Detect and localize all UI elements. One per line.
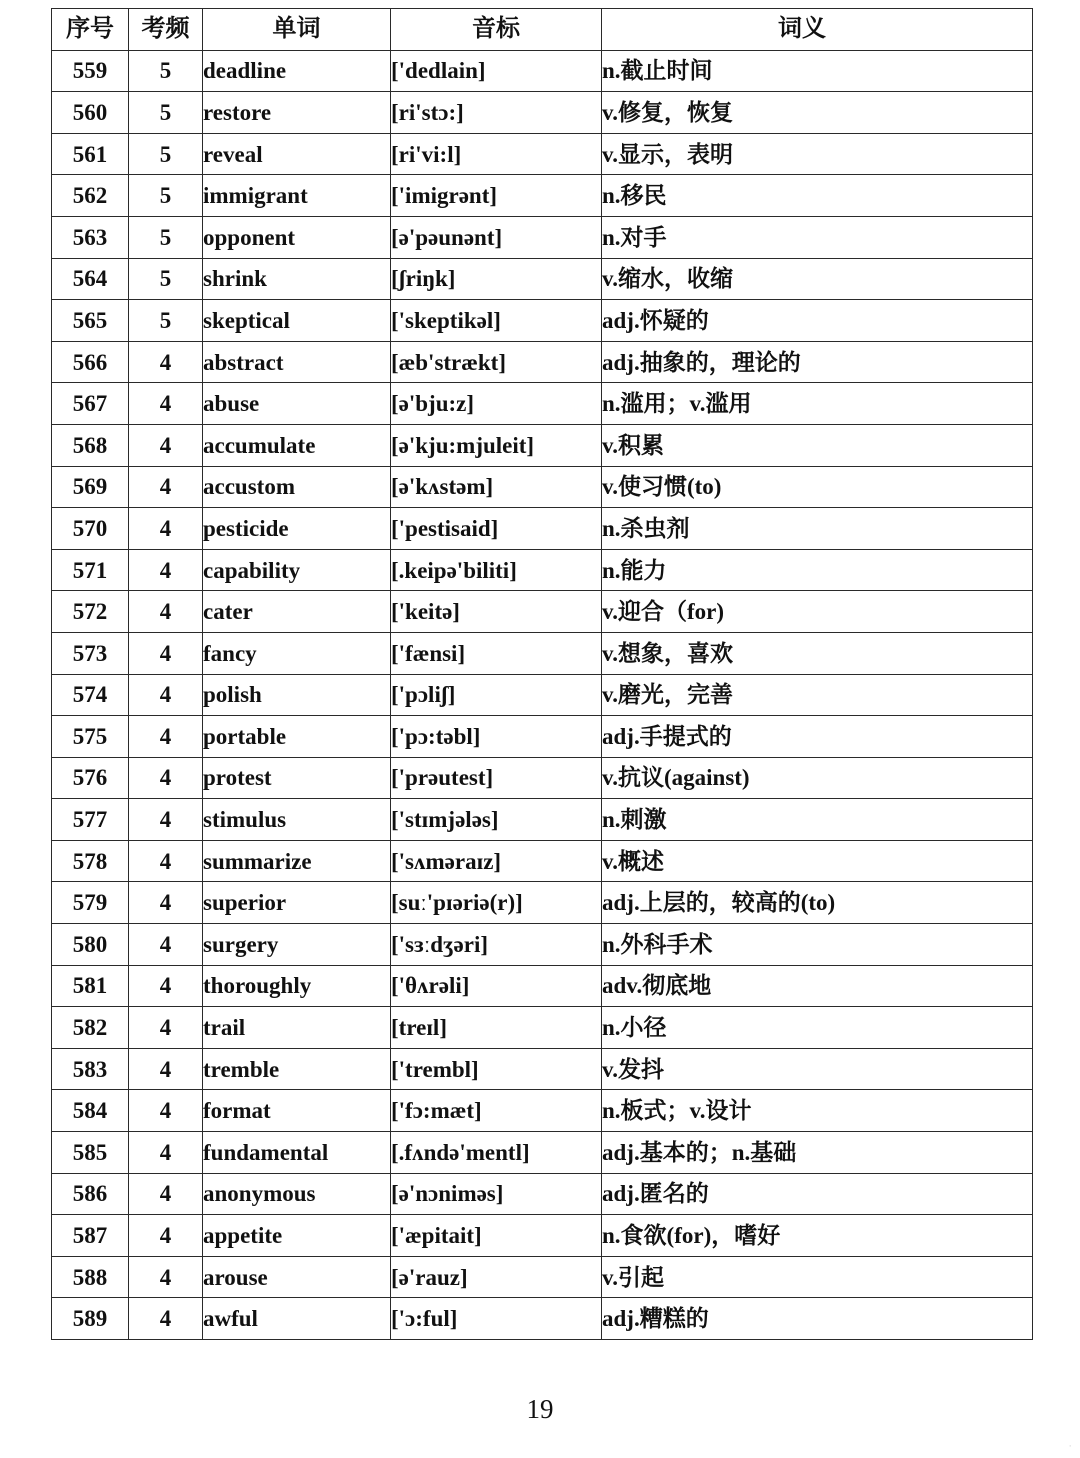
table-row <box>52 466 1033 508</box>
cell-definition: v.显示，表明 <box>602 133 1033 175</box>
cell-definition: adj.手提式的 <box>602 716 1033 758</box>
cell-frequency: 4 <box>129 508 203 550</box>
table-row <box>52 1090 1033 1132</box>
cell-word: trail <box>203 1007 391 1049</box>
cell-index: 583 <box>52 1048 129 1090</box>
cell-index: 581 <box>52 965 129 1007</box>
cell-index: 576 <box>52 757 129 799</box>
cell-frequency: 5 <box>129 258 203 300</box>
cell-frequency: 4 <box>129 716 203 758</box>
cell-index: 573 <box>52 632 129 674</box>
table-row <box>52 674 1033 716</box>
table-body <box>52 50 1033 1339</box>
cell-word: restore <box>203 92 391 134</box>
cell-definition: adj.抽象的，理论的 <box>602 341 1033 383</box>
table-row <box>52 92 1033 134</box>
cell-word: polish <box>203 674 391 716</box>
cell-frequency: 4 <box>129 1007 203 1049</box>
cell-index: 567 <box>52 383 129 425</box>
cell-index: 559 <box>52 50 129 92</box>
cell-definition: v.想象，喜欢 <box>602 632 1033 674</box>
cell-index: 569 <box>52 466 129 508</box>
cell-definition: v.概述 <box>602 840 1033 882</box>
cell-index: 566 <box>52 341 129 383</box>
cell-definition: v.发抖 <box>602 1048 1033 1090</box>
cell-word: portable <box>203 716 391 758</box>
cell-word: shrink <box>203 258 391 300</box>
cell-frequency: 5 <box>129 50 203 92</box>
cell-word: accumulate <box>203 424 391 466</box>
cell-word: abuse <box>203 383 391 425</box>
cell-word: appetite <box>203 1215 391 1257</box>
cell-word: fundamental <box>203 1132 391 1174</box>
cell-frequency: 5 <box>129 216 203 258</box>
cell-phonetic: [suː'pɪəriə(r)] <box>391 882 602 924</box>
cell-definition: n.刺激 <box>602 799 1033 841</box>
cell-index: 585 <box>52 1132 129 1174</box>
cell-definition: v.修复，恢复 <box>602 92 1033 134</box>
table-row <box>52 1007 1033 1049</box>
cell-index: 562 <box>52 175 129 217</box>
cell-word: anonymous <box>203 1173 391 1215</box>
table-row <box>52 300 1033 342</box>
table-row <box>52 50 1033 92</box>
cell-index: 563 <box>52 216 129 258</box>
vocabulary-table <box>51 8 1033 1340</box>
cell-index: 565 <box>52 300 129 342</box>
cell-phonetic: ['prəutest] <box>391 757 602 799</box>
table-row <box>52 757 1033 799</box>
cell-index: 568 <box>52 424 129 466</box>
cell-word: awful <box>203 1298 391 1340</box>
cell-word: summarize <box>203 840 391 882</box>
cell-phonetic: [treɪl] <box>391 1007 602 1049</box>
cell-phonetic: ['θʌrəli] <box>391 965 602 1007</box>
cell-phonetic: ['trembl] <box>391 1048 602 1090</box>
cell-frequency: 4 <box>129 549 203 591</box>
cell-definition: n.杀虫剂 <box>602 508 1033 550</box>
cell-word: reveal <box>203 133 391 175</box>
cell-phonetic: [ə'rauz] <box>391 1256 602 1298</box>
cell-frequency: 5 <box>129 133 203 175</box>
cell-phonetic: [ə'pəunənt] <box>391 216 602 258</box>
cell-index: 587 <box>52 1215 129 1257</box>
table-row <box>52 882 1033 924</box>
cell-definition: n.小径 <box>602 1007 1033 1049</box>
table-row <box>52 1298 1033 1340</box>
cell-definition: v.磨光，完善 <box>602 674 1033 716</box>
cell-word: capability <box>203 549 391 591</box>
watermark-mark: · <box>1068 1440 1072 1452</box>
cell-frequency: 4 <box>129 591 203 633</box>
cell-phonetic: ['fɔ:mæt] <box>391 1090 602 1132</box>
cell-definition: v.缩水，收缩 <box>602 258 1033 300</box>
table-row <box>52 424 1033 466</box>
cell-word: accustom <box>203 466 391 508</box>
header-definition: 词义 <box>602 9 1033 51</box>
cell-phonetic: [ri'stɔ:] <box>391 92 602 134</box>
cell-word: tremble <box>203 1048 391 1090</box>
table-row <box>52 1048 1033 1090</box>
cell-definition: adj.怀疑的 <box>602 300 1033 342</box>
cell-index: 588 <box>52 1256 129 1298</box>
cell-definition: n.能力 <box>602 549 1033 591</box>
cell-definition: adj.基本的；n.基础 <box>602 1132 1033 1174</box>
cell-phonetic: [ə'kʌstəm] <box>391 466 602 508</box>
cell-phonetic: ['fænsi] <box>391 632 602 674</box>
cell-word: opponent <box>203 216 391 258</box>
cell-frequency: 4 <box>129 424 203 466</box>
cell-index: 574 <box>52 674 129 716</box>
cell-index: 561 <box>52 133 129 175</box>
cell-index: 570 <box>52 508 129 550</box>
cell-index: 584 <box>52 1090 129 1132</box>
cell-word: fancy <box>203 632 391 674</box>
cell-frequency: 4 <box>129 1298 203 1340</box>
cell-frequency: 4 <box>129 1132 203 1174</box>
cell-definition: n.滥用；v.滥用 <box>602 383 1033 425</box>
cell-index: 589 <box>52 1298 129 1340</box>
cell-index: 560 <box>52 92 129 134</box>
table-row <box>52 965 1033 1007</box>
cell-frequency: 4 <box>129 965 203 1007</box>
cell-definition: v.迎合（for) <box>602 591 1033 633</box>
cell-frequency: 4 <box>129 799 203 841</box>
table-row <box>52 924 1033 966</box>
cell-frequency: 5 <box>129 175 203 217</box>
cell-phonetic: ['keitə] <box>391 591 602 633</box>
cell-index: 564 <box>52 258 129 300</box>
table-row <box>52 549 1033 591</box>
table-row <box>52 632 1033 674</box>
cell-definition: v.引起 <box>602 1256 1033 1298</box>
cell-phonetic: [æb'strækt] <box>391 341 602 383</box>
table-row <box>52 508 1033 550</box>
cell-frequency: 5 <box>129 300 203 342</box>
cell-phonetic: [ə'kju:mjuleit] <box>391 424 602 466</box>
cell-frequency: 4 <box>129 1215 203 1257</box>
cell-index: 580 <box>52 924 129 966</box>
header-index: 序号 <box>52 9 129 51</box>
cell-index: 582 <box>52 1007 129 1049</box>
cell-frequency: 4 <box>129 466 203 508</box>
cell-word: surgery <box>203 924 391 966</box>
cell-word: immigrant <box>203 175 391 217</box>
cell-phonetic: [ʃriŋk] <box>391 258 602 300</box>
cell-word: cater <box>203 591 391 633</box>
cell-frequency: 4 <box>129 383 203 425</box>
table-row <box>52 133 1033 175</box>
table-row <box>52 716 1033 758</box>
cell-definition: adv.彻底地 <box>602 965 1033 1007</box>
header-phonetic: 音标 <box>391 9 602 51</box>
cell-word: arouse <box>203 1256 391 1298</box>
table-row <box>52 383 1033 425</box>
cell-index: 571 <box>52 549 129 591</box>
cell-word: stimulus <box>203 799 391 841</box>
cell-word: protest <box>203 757 391 799</box>
cell-frequency: 5 <box>129 92 203 134</box>
cell-word: skeptical <box>203 300 391 342</box>
cell-frequency: 4 <box>129 1048 203 1090</box>
cell-frequency: 4 <box>129 840 203 882</box>
cell-phonetic: ['sɜːdʒəri] <box>391 924 602 966</box>
cell-word: pesticide <box>203 508 391 550</box>
cell-frequency: 4 <box>129 632 203 674</box>
cell-definition: n.板式；v.设计 <box>602 1090 1033 1132</box>
table-row <box>52 591 1033 633</box>
table-row <box>52 1256 1033 1298</box>
cell-frequency: 4 <box>129 757 203 799</box>
table-header-row <box>52 9 1033 51</box>
table-row <box>52 799 1033 841</box>
cell-phonetic: [ə'nɔniməs] <box>391 1173 602 1215</box>
table-row <box>52 1132 1033 1174</box>
cell-phonetic: ['pɔliʃ] <box>391 674 602 716</box>
cell-definition: n.食欲(for)，嗜好 <box>602 1215 1033 1257</box>
cell-frequency: 4 <box>129 1256 203 1298</box>
cell-definition: n.移民 <box>602 175 1033 217</box>
cell-phonetic: ['skeptikəl] <box>391 300 602 342</box>
header-frequency: 考频 <box>129 9 203 51</box>
table-row <box>52 258 1033 300</box>
cell-frequency: 4 <box>129 674 203 716</box>
table-row <box>52 1215 1033 1257</box>
cell-phonetic: ['imigrənt] <box>391 175 602 217</box>
cell-phonetic: [.fʌndə'mentl] <box>391 1132 602 1174</box>
cell-definition: adj.糟糕的 <box>602 1298 1033 1340</box>
page-number: 19 <box>526 1394 554 1424</box>
cell-phonetic: ['stɪmjələs] <box>391 799 602 841</box>
cell-frequency: 4 <box>129 341 203 383</box>
table-row <box>52 840 1033 882</box>
cell-definition: n.对手 <box>602 216 1033 258</box>
cell-definition: n.外科手术 <box>602 924 1033 966</box>
cell-index: 572 <box>52 591 129 633</box>
cell-index: 577 <box>52 799 129 841</box>
cell-index: 579 <box>52 882 129 924</box>
cell-index: 575 <box>52 716 129 758</box>
cell-index: 578 <box>52 840 129 882</box>
cell-phonetic: ['pestisaid] <box>391 508 602 550</box>
cell-definition: adj.匿名的 <box>602 1173 1033 1215</box>
cell-frequency: 4 <box>129 924 203 966</box>
cell-phonetic: ['ɔ:ful] <box>391 1298 602 1340</box>
cell-word: thoroughly <box>203 965 391 1007</box>
cell-definition: v.使习惯(to) <box>602 466 1033 508</box>
cell-word: deadline <box>203 50 391 92</box>
table-row <box>52 341 1033 383</box>
cell-phonetic: [ə'bju:z] <box>391 383 602 425</box>
cell-definition: v.抗议(against) <box>602 757 1033 799</box>
cell-phonetic: ['pɔ:təbl] <box>391 716 602 758</box>
cell-phonetic: ['dedlain] <box>391 50 602 92</box>
cell-index: 586 <box>52 1173 129 1215</box>
cell-definition: v.积累 <box>602 424 1033 466</box>
header-word: 单词 <box>203 9 391 51</box>
cell-phonetic: [ri'vi:l] <box>391 133 602 175</box>
table-row <box>52 216 1033 258</box>
cell-phonetic: ['sʌməraɪz] <box>391 840 602 882</box>
cell-word: abstract <box>203 341 391 383</box>
table-row <box>52 175 1033 217</box>
cell-definition: n.截止时间 <box>602 50 1033 92</box>
cell-word: superior <box>203 882 391 924</box>
cell-phonetic: [.keipə'biliti] <box>391 549 602 591</box>
cell-frequency: 4 <box>129 1090 203 1132</box>
table-row <box>52 1173 1033 1215</box>
cell-frequency: 4 <box>129 1173 203 1215</box>
cell-frequency: 4 <box>129 882 203 924</box>
cell-phonetic: ['æpitait] <box>391 1215 602 1257</box>
cell-definition: adj.上层的，较高的(to) <box>602 882 1033 924</box>
cell-word: format <box>203 1090 391 1132</box>
